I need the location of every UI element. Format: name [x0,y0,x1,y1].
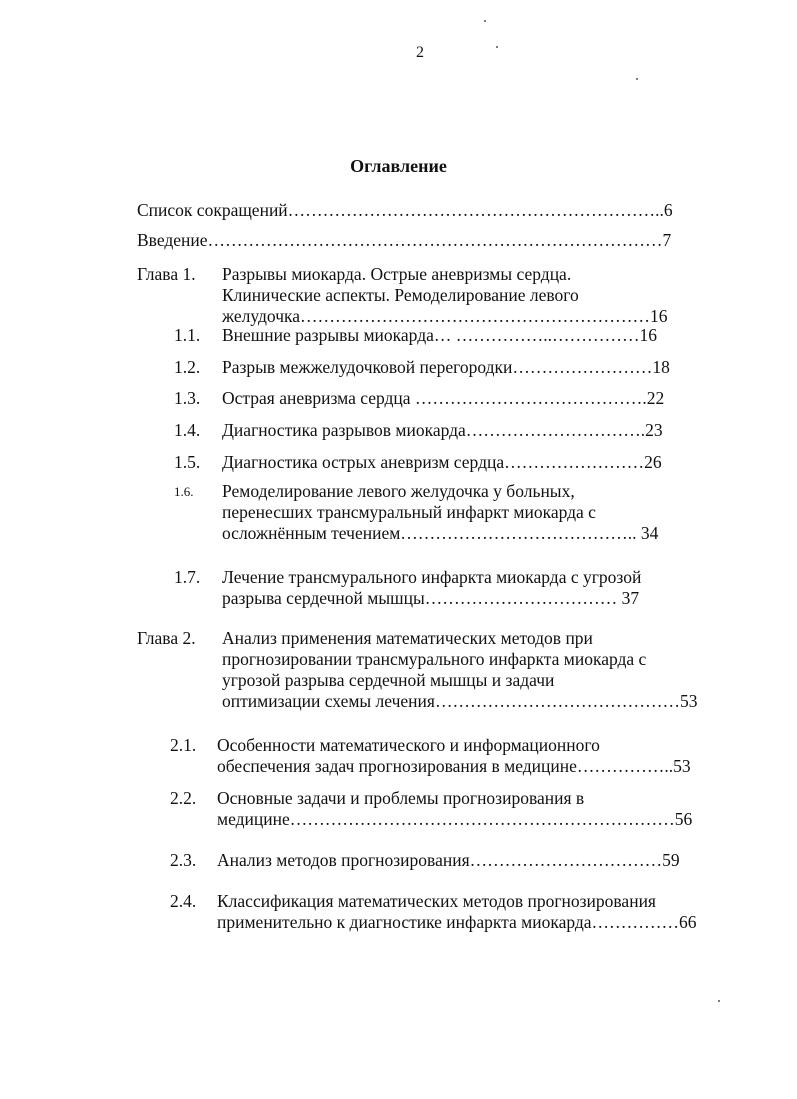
section-number: 2.3. [170,850,197,870]
page-title: Оглавление [350,156,447,176]
section-number: 1.2. [174,357,201,377]
section-number: 1.4. [174,420,201,440]
scan-speck [636,78,638,80]
section-text: Анализ методов прогнозирования……………………………59 [217,850,680,870]
scan-speck [496,46,498,48]
section-text: Острая аневризма сердца ………………………………….22 [222,388,665,408]
chapter-2-label: Глава 2. [137,628,196,648]
section-number: 2.2. [170,788,197,808]
section-number: 1.3. [174,388,201,408]
section-number: 1.7. [174,567,201,587]
section-text: Разрыв межжелудочковой перегородки……………………18 [222,357,670,377]
section-text: Внешние разрывы миокарда… ……………..……………16 [222,325,657,345]
section-text: Диагностика разрывов миокарда………………………….23 [222,420,663,440]
section-number: 2.4. [170,891,197,911]
toc-introduction: Введение……………………………………………………………………7 [137,230,672,250]
section-number: 2.1. [170,735,197,755]
section-number: 1.6. [174,484,194,499]
section-number: 1.1. [174,325,201,345]
section-text: Диагностика острых аневризм сердца……………………26 [222,452,662,472]
chapter-1-label: Глава 1. [137,264,196,284]
scan-speck [718,1000,720,1002]
scan-speck [484,20,486,22]
toc-abbreviations: Список сокращений………………………………………………………..6 [137,200,673,220]
page-number: 2 [416,44,424,61]
section-number: 1.5. [174,452,201,472]
